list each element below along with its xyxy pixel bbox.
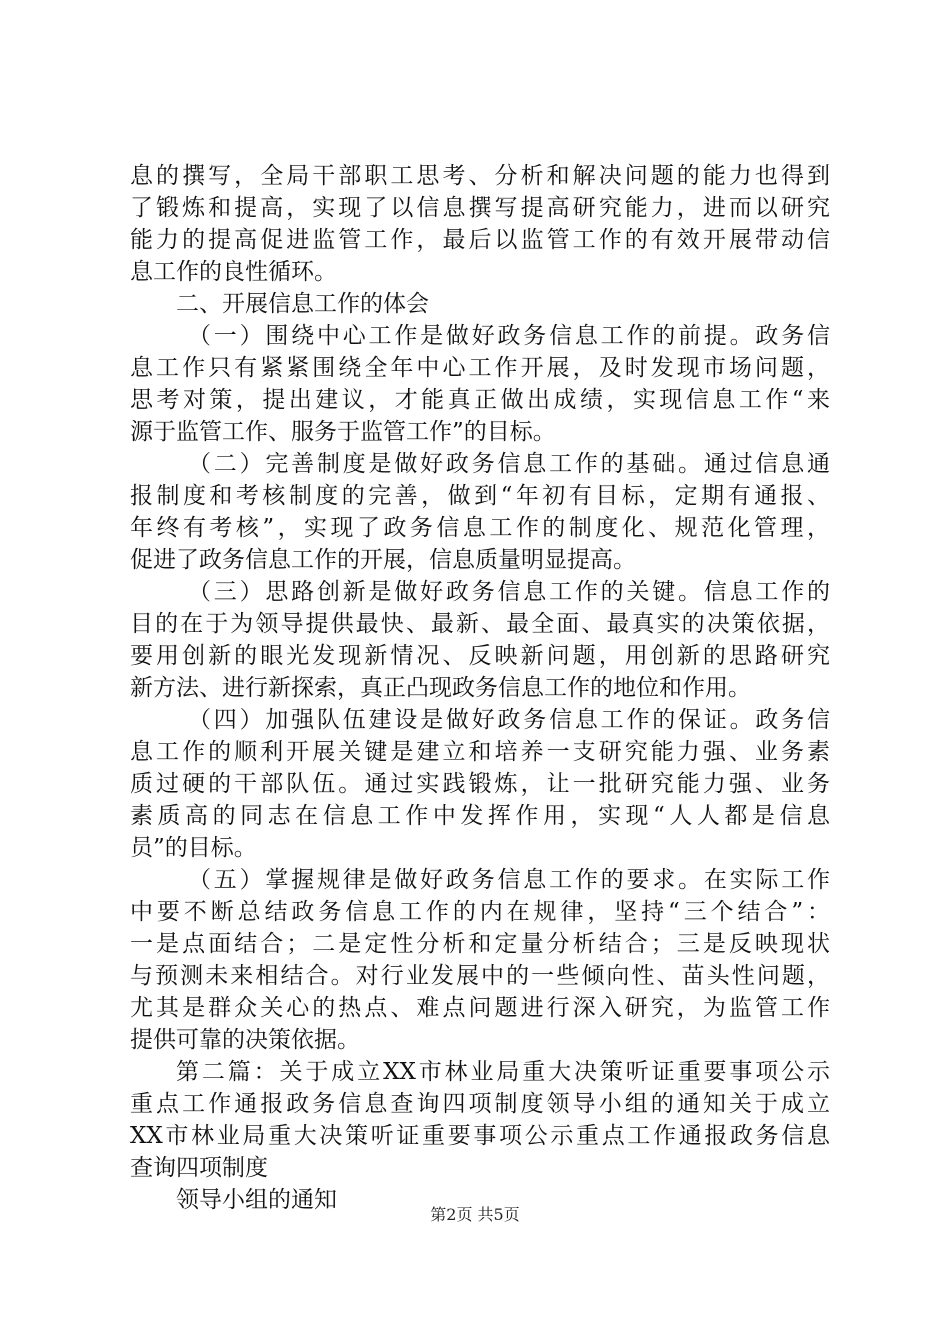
text-line: 息的撰写，全局干部职工思考、分析和解决问题的能力也得到 xyxy=(130,163,830,189)
text-line: 一是点面结合；二是定性分析和定量分析结合；三是反映现状 xyxy=(130,931,830,957)
text-line: （一）围绕中心工作是做好政务信息工作的前提。政务信 xyxy=(188,323,830,349)
text-line: （五）掌握规律是做好政务信息工作的要求。在实际工作 xyxy=(188,867,830,893)
text-line: 息工作的良性循环。 xyxy=(130,259,337,285)
text-line: （二）完善制度是做好政务信息工作的基础。通过信息通 xyxy=(188,451,830,477)
text-line: 源于监管工作、服务于监管工作”的目标。 xyxy=(130,419,556,445)
text-line: 员”的目标。 xyxy=(130,835,257,861)
text-line: 新方法、进行新探索，真正凸现政务信息工作的地位和作用。 xyxy=(130,675,751,701)
text-line: 要用创新的眼光发现新情况、反映新问题，用创新的思路研究 xyxy=(130,643,830,669)
document-body xyxy=(130,160,830,1216)
text-line: 思考对策，提出建议，才能真正做出成绩，实现信息工作“来 xyxy=(130,387,830,413)
section-title-line: 查询四项制度 xyxy=(130,1155,268,1181)
text-line: 促进了政务信息工作的开展，信息质量明显提高。 xyxy=(130,547,636,573)
text-line: 息工作只有紧紧围绕全年中心工作开展，及时发现市场问题， xyxy=(130,355,830,381)
text-line: 素质高的同志在信息工作中发挥作用，实现“人人都是信息 xyxy=(130,803,830,829)
text-line: 能力的提高促进监管工作，最后以监管工作的有效开展带动信 xyxy=(130,227,830,253)
page-number-footer: 第2页 共5页 xyxy=(430,1205,520,1224)
text-line: 与预测未来相结合。对行业发展中的一些倾向性、苗头性问题， xyxy=(130,963,830,989)
text-line: 息工作的顺利开展关键是建立和培养一支研究能力强、业务素 xyxy=(130,739,830,765)
text-line: 中要不断总结政务信息工作的内在规律，坚持“三个结合”： xyxy=(130,899,830,925)
text-line: 尤其是群众关心的热点、难点问题进行深入研究，为监管工作 xyxy=(130,995,830,1021)
section-title-line: 重点工作通报政务信息查询四项制度领导小组的通知关于成立 xyxy=(130,1091,830,1117)
text-line: 质过硬的干部队伍。通过实践锻炼，让一批研究能力强、业务 xyxy=(130,771,830,797)
section-title-line: 第二篇：关于成立XX市林业局重大决策听证重要事项公示 xyxy=(176,1059,830,1085)
text-line: 提供可靠的决策依据。 xyxy=(130,1027,360,1053)
text-line: 年终有考核”，实现了政务信息工作的制度化、规范化管理， xyxy=(130,515,830,541)
section-title-line: 领导小组的通知 xyxy=(176,1187,337,1213)
section-title-line: XX市林业局重大决策听证重要事项公示重点工作通报政务信息 xyxy=(130,1123,830,1149)
section-heading: 二、开展信息工作的体会 xyxy=(176,291,429,317)
text-line: （三）思路创新是做好政务信息工作的关键。信息工作的 xyxy=(188,579,830,605)
text-line: （四）加强队伍建设是做好政务信息工作的保证。政务信 xyxy=(188,707,830,733)
text-line: 目的在于为领导提供最快、最新、最全面、最真实的决策依据， xyxy=(130,611,830,637)
text-line: 报制度和考核制度的完善，做到“年初有目标，定期有通报、 xyxy=(130,483,830,509)
text-line: 了锻炼和提高，实现了以信息撰写提高研究能力，进而以研究 xyxy=(130,195,830,221)
